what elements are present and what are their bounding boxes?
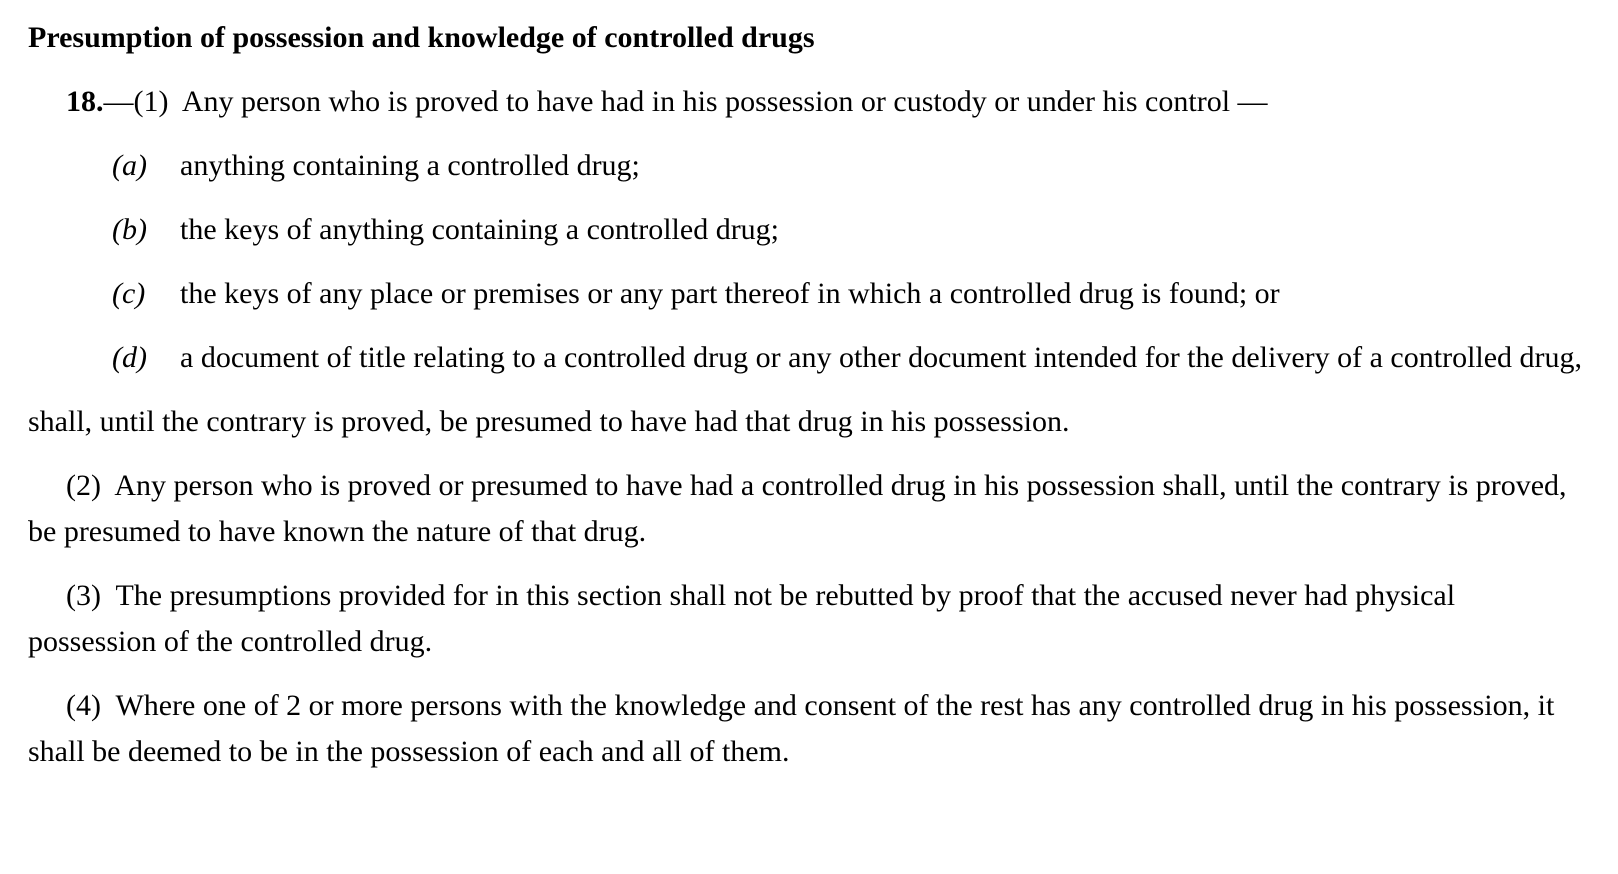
list-item-b bbox=[28, 207, 1590, 253]
list-item-a-text: anything containing a controlled drug; bbox=[180, 149, 640, 182]
list-marker-a: (a) bbox=[112, 149, 147, 182]
list-item-b-text: the keys of anything containing a controlled drug; bbox=[180, 213, 780, 246]
list-marker-d: (d) bbox=[112, 341, 147, 374]
list-item-c-text: the keys of any place or premises or any part thereof in which a controlled drug is found; or bbox=[180, 277, 1280, 310]
list-item-d-text: a document of title relating to a controlled drug or any other document intended for the delivery of a controlled drug, bbox=[180, 341, 1583, 374]
list-marker-b: (b) bbox=[112, 213, 147, 246]
list-item-d bbox=[28, 335, 1590, 381]
subsection-1-closing-paragraph: shall, until the contrary is proved, be presumed to have had that drug in his possession. bbox=[28, 405, 1070, 438]
section-heading: Presumption of possession and knowledge of controlled drugs bbox=[28, 21, 815, 54]
subsection-1-paragraph bbox=[28, 79, 1590, 125]
list-item-a bbox=[28, 143, 1590, 189]
subsection-4-paragraph: (4) Where one of 2 or more persons with the knowledge and consent of the rest has any controlled drug in his possession, it shall be deemed to be in the possession of each and all of them. bbox=[28, 689, 1562, 768]
subsection-3-paragraph: (3) The presumptions provided for in this section shall not be rebutted by proof that the accused never had physical possession of the controlled drug. bbox=[28, 579, 1463, 658]
subsection-1-intro-text: —(1) Any person who is proved to have had in his possession or custody or under his control — bbox=[103, 85, 1268, 118]
subsection-2-paragraph: (2) Any person who is proved or presumed to have had a controlled drug in his possession shall, until the contrary is proved, be presumed to have known the nature of that drug. bbox=[28, 469, 1575, 548]
section-number: 18. bbox=[66, 85, 104, 118]
list-item-c bbox=[28, 271, 1590, 317]
list-marker-c: (c) bbox=[112, 277, 146, 310]
